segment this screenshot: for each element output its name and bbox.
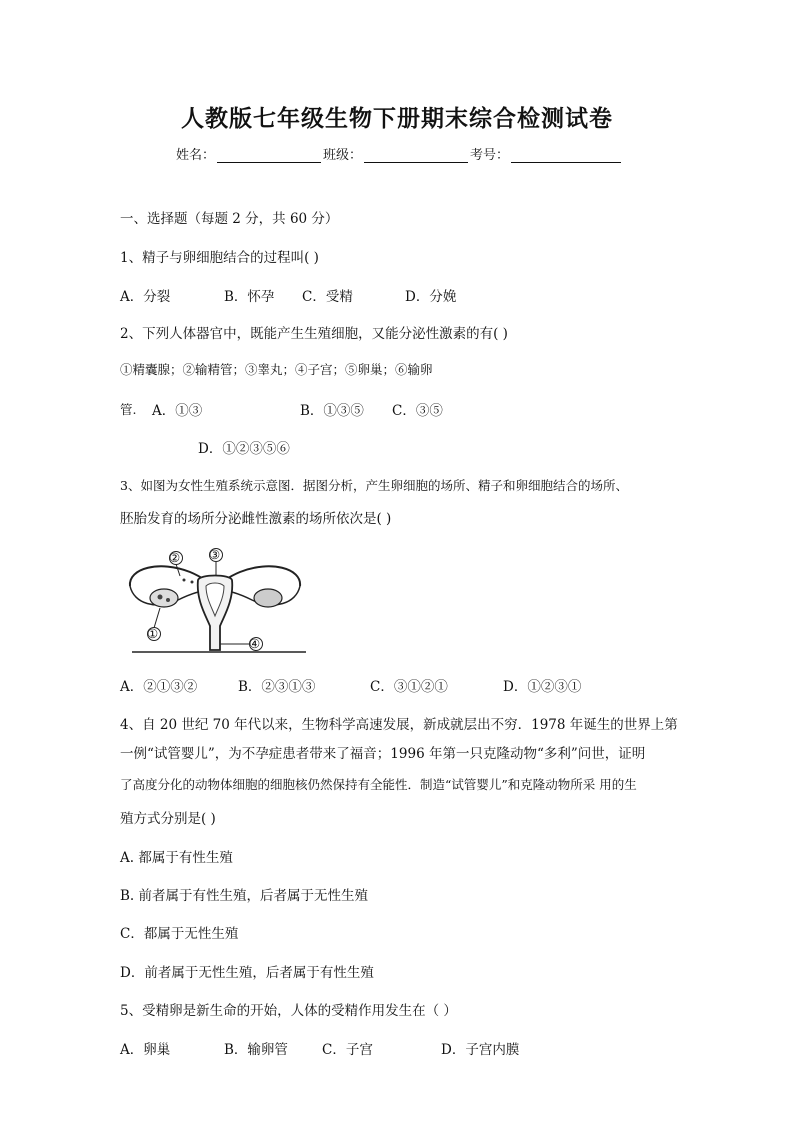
q2-stem: 2、下列人体器官中，既能产生生殖细胞，又能分泌性激素的有( ) xyxy=(120,326,508,342)
exam-no-blank[interactable] xyxy=(511,148,621,163)
q3-stem-line1: 3、如图为女性生殖系统示意图．据图分析，产生卵细胞的场所、精子和卵细胞结合的场所、 xyxy=(120,478,628,493)
q4-option-c: C．都属于无性生殖 xyxy=(120,926,239,942)
q4-option-a: A. 都属于有性生殖 xyxy=(120,850,233,866)
q4-stem-line4: 殖方式分别是( ) xyxy=(120,811,216,827)
q5-option-d: D．子宫内膜 xyxy=(441,1042,520,1058)
name-label: 姓名： xyxy=(176,148,216,163)
exam-title: 人教版七年级生物下册期末综合检测试卷 xyxy=(181,105,613,132)
figure-label-1: ① xyxy=(147,626,159,641)
q4-stem-line3: 了高度分化的动物体细胞的细胞核仍然保持有全能性．制造“试管婴儿”和克隆动物所采 用的生 xyxy=(120,777,637,792)
figure-label-2: ② xyxy=(169,550,181,565)
class-blank[interactable] xyxy=(364,148,468,163)
q2-list-continued: 管. xyxy=(120,402,137,417)
q4-option-b: B. 前者属于有性生殖，后者属于无性生殖 xyxy=(120,888,369,904)
q1-option-c: C．受精 xyxy=(302,289,353,305)
q1-option-a: A．分裂 xyxy=(120,289,171,305)
name-blank[interactable] xyxy=(217,148,321,163)
exam-no-label: 考号： xyxy=(470,148,510,163)
q3-option-b: B．②③①③ xyxy=(238,679,316,695)
q4-stem-line1: 4、自 20 世纪 70 年代以来，生物科学高速发展，新成就层出不穷．1978 年诞生的世界上第 xyxy=(120,717,678,733)
q5-option-a: A．卵巢 xyxy=(120,1042,171,1058)
figure-label-3: ③ xyxy=(209,547,221,562)
q2-option-b: B．①③⑤ xyxy=(300,403,364,419)
q4-option-d: D．前者属于无性生殖，后者属于有性生殖 xyxy=(120,965,374,981)
q2-list: ①精囊腺；②输精管；③睾丸；④子宫；⑤卵巢；⑥输卵 xyxy=(120,362,433,377)
figure-label-4: ④ xyxy=(249,636,261,651)
q2-option-c: C．③⑤ xyxy=(392,403,443,419)
section-heading: 一、选择题（每题 2 分，共 60 分） xyxy=(120,211,339,227)
class-label: 班级： xyxy=(323,148,363,163)
q4-stem-line2: 一例“试管婴儿”，为不孕症患者带来了福音；1996 年第一只克隆动物“多利”问世，证明 xyxy=(120,746,646,762)
q1-option-b: B．怀孕 xyxy=(224,289,275,305)
q1-stem: 1、精子与卵细胞结合的过程叫( ) xyxy=(120,250,319,266)
q5-option-c: C．子宫 xyxy=(322,1042,373,1058)
q2-option-a: A．①③ xyxy=(152,403,203,419)
q3-stem-line2: 胚胎发育的场所分泌雌性激素的场所依次是( ) xyxy=(120,511,392,527)
q3-option-a: A．②①③② xyxy=(120,679,198,695)
q5-stem: 5、受精卵是新生命的开始，人体的受精作用发生在（ ） xyxy=(120,1003,457,1019)
q5-option-b: B．输卵管 xyxy=(224,1042,288,1058)
q3-option-d: D．①②③① xyxy=(503,679,582,695)
student-info-row xyxy=(176,144,623,163)
q1-option-d: D．分娩 xyxy=(405,289,457,305)
q3-option-c: C．③①②① xyxy=(370,679,448,695)
q2-option-d: D．①②③⑤⑥ xyxy=(198,441,290,457)
